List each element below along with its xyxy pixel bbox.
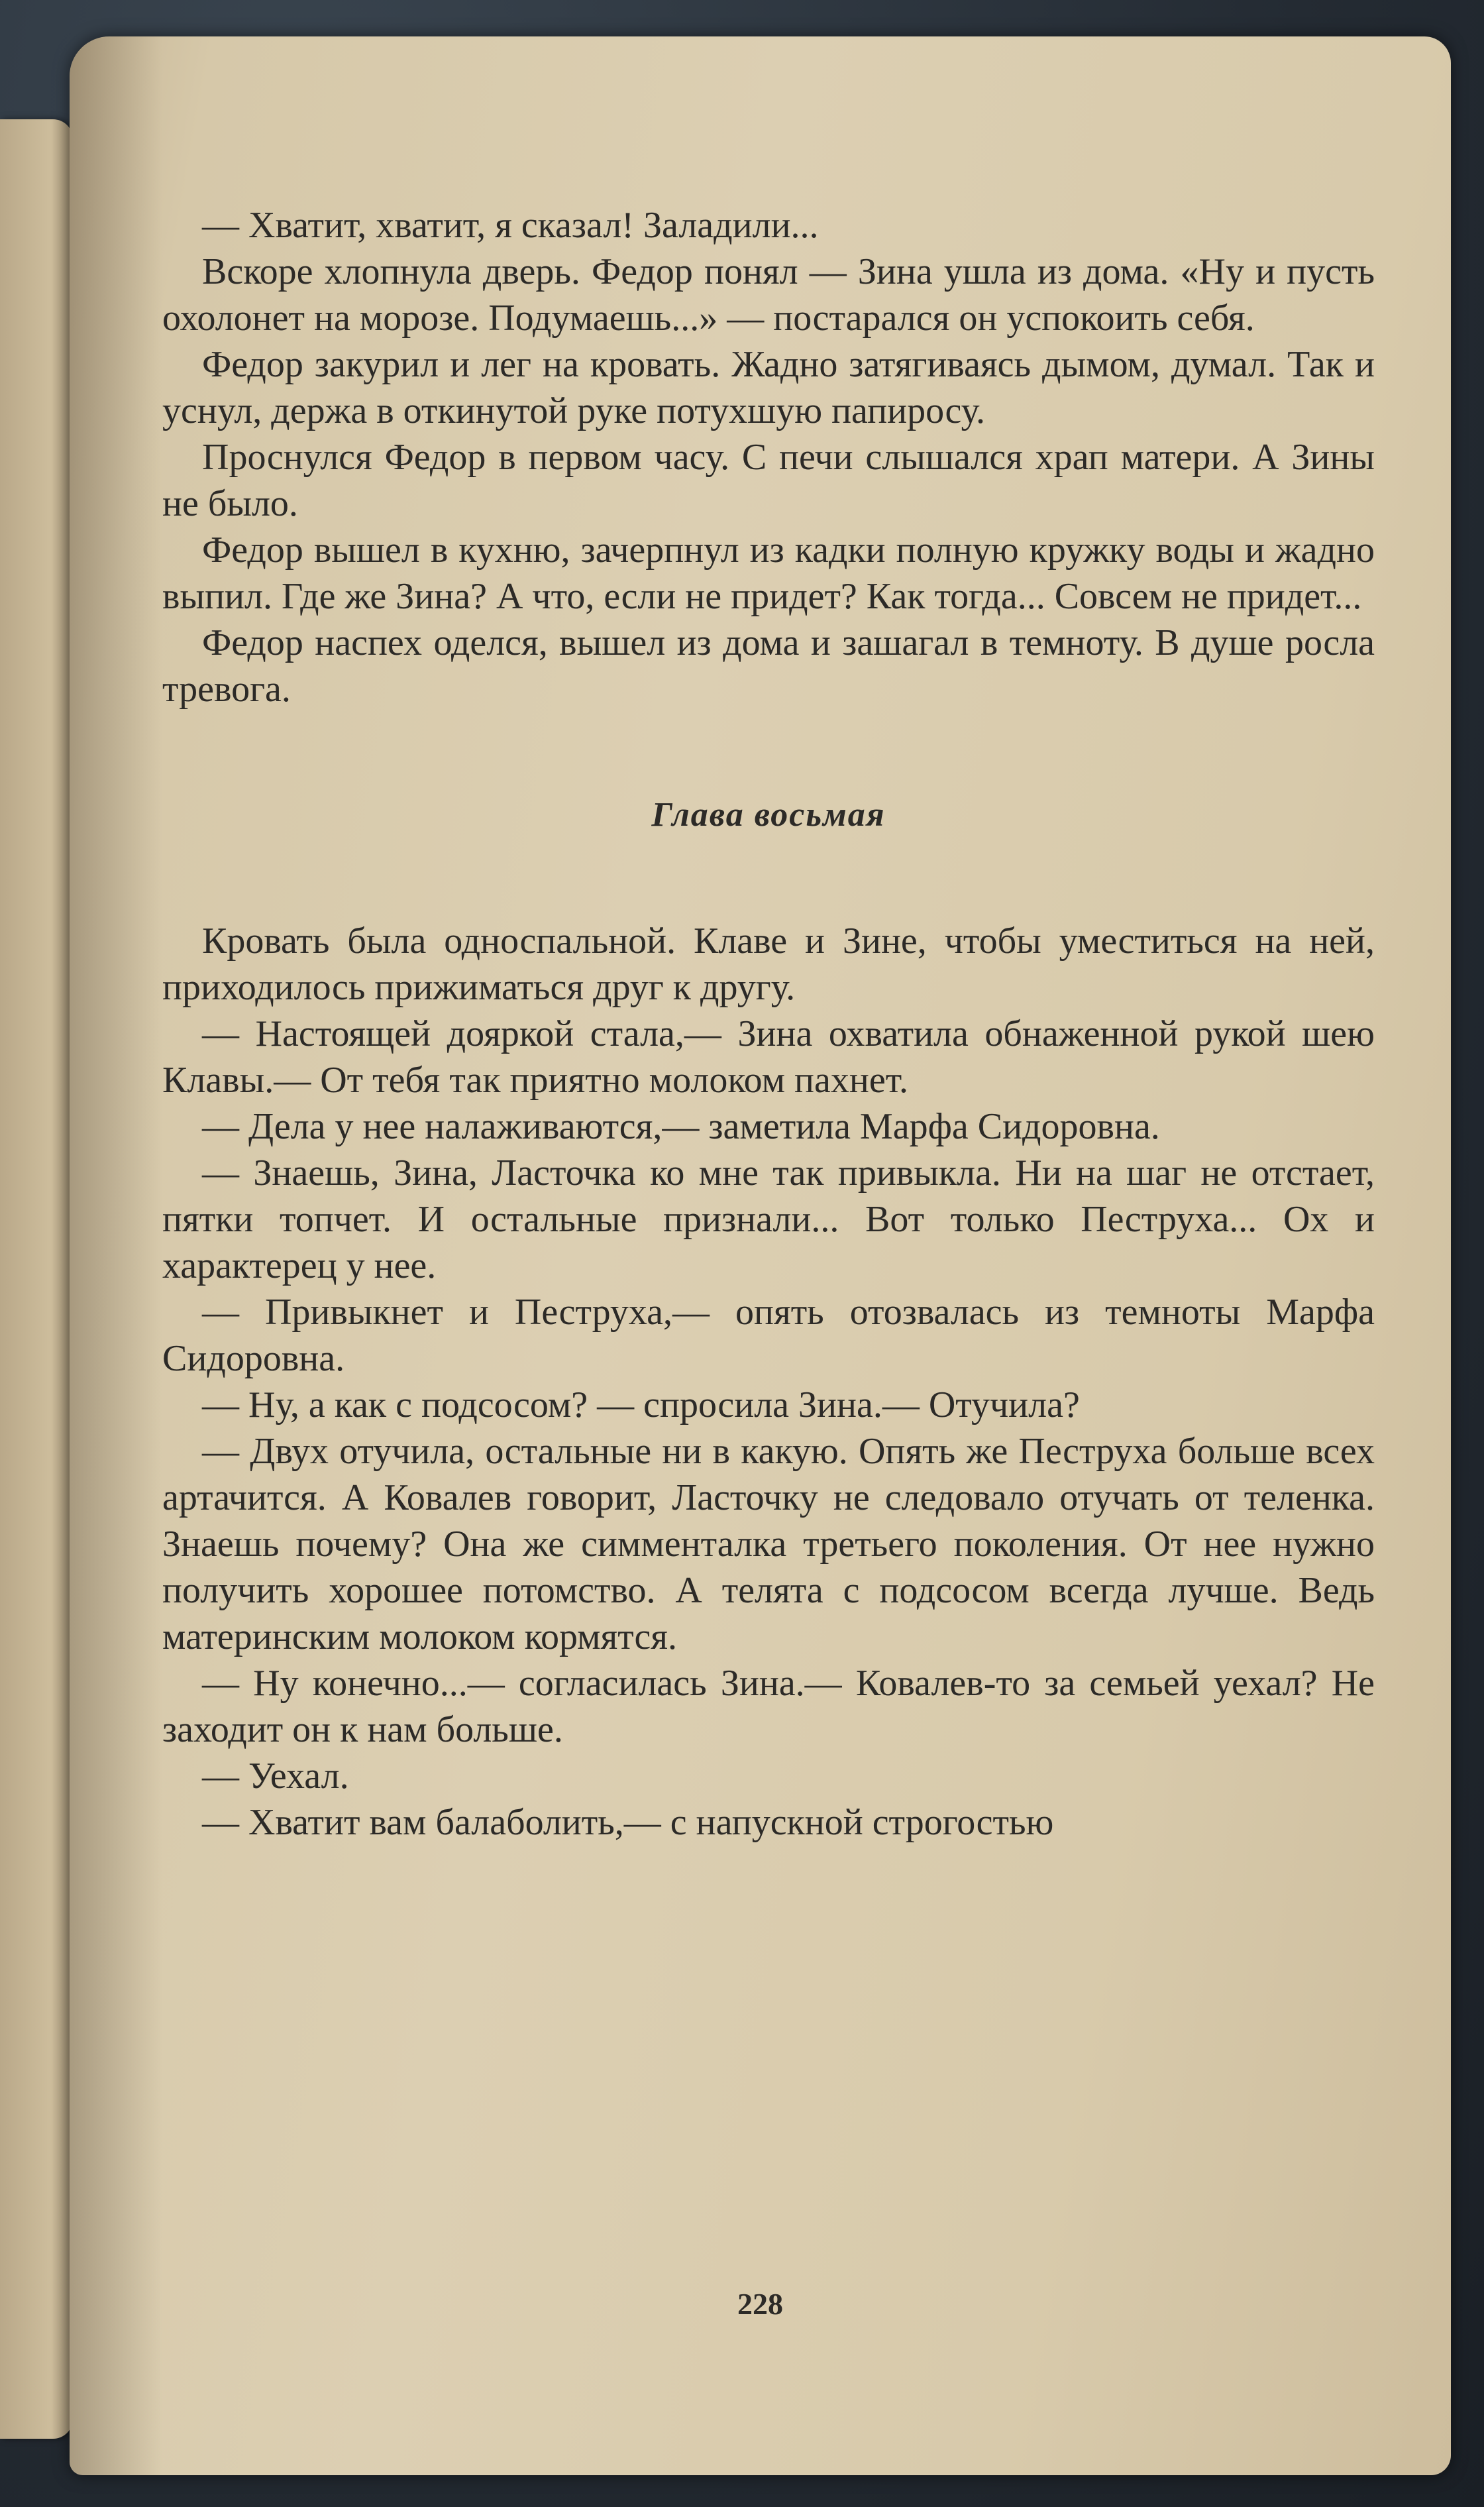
- paragraph: — Хватит, хватит, я сказал! Заладили...: [202, 205, 819, 246]
- page-number: 228: [737, 2287, 783, 2321]
- book-page: [70, 36, 1451, 2475]
- paragraph: — Знаешь, Зина, Ласточка ко мне так привыкла. Ни на шаг не отстает, пятки топчет. И остальные признали... Вот только Пеструха... Ох и характерец у нее.: [162, 1152, 1375, 1286]
- page-text: [162, 202, 1375, 1846]
- paragraph: — Двух отучила, остальные ни в какую. Опять же Пеструха больше всех артачится. А Ковалев говорит, Ласточку не следовало отучать от теленка. Знаешь почему? Она же симменталка третьего поколения. От нее нужно получить хорошее потомство. А телята с подсосом всегда лучше. Ведь материнским молоком кормятся.: [162, 1431, 1375, 1657]
- chapter-title: Глава восьмая: [651, 796, 886, 834]
- paragraph: — Уехал.: [202, 1755, 349, 1797]
- paragraph: — Хватит вам балаболить,— с напускной строгостью: [202, 1802, 1054, 1843]
- paragraph: Кровать была односпальной. Клаве и Зине, чтобы уместиться на ней, приходилось прижиматься друг к другу.: [162, 920, 1375, 1008]
- paragraph: Проснулся Федор в первом часу. С печи слышался храп матери. А Зины не было.: [162, 437, 1375, 524]
- paragraph: Вскоре хлопнула дверь. Федор понял — Зина ушла из дома. «Ну и пусть охолонет на морозе. Подумаешь...» — постарался он успокоить себя.: [162, 251, 1375, 339]
- left-page-edge: [0, 119, 73, 2439]
- paragraph: — Дела у нее налаживаются,— заметила Марфа Сидоровна.: [202, 1106, 1160, 1147]
- paragraph: — Ну конечно...— согласилась Зина.— Ковалев-то за семьей уехал? Не заходит он к нам больше.: [162, 1663, 1375, 1750]
- paragraph: — Привыкнет и Пеструха,— опять отозвалась из темноты Марфа Сидоровна.: [162, 1292, 1375, 1379]
- paragraph: — Ну, а как с подсосом? — спросила Зина.— Отучила?: [202, 1384, 1080, 1425]
- paragraph: Федор закурил и лег на кровать. Жадно затягиваясь дымом, думал. Так и уснул, держа в откинутой руке потухшую папиросу.: [162, 344, 1375, 431]
- paragraph: Федор вышел в кухню, зачерпнул из кадки полную кружку воды и жадно выпил. Где же Зина? А что, если не придет? Как тогда... Совсем не придет...: [162, 529, 1375, 617]
- paragraph: — Настоящей дояркой стала,— Зина охватила обнаженной рукой шею Клавы.— От тебя так приятно молоком пахнет.: [162, 1013, 1375, 1101]
- paragraph: Федор наспех оделся, вышел из дома и зашагал в темноту. В душе росла тревога.: [162, 622, 1375, 710]
